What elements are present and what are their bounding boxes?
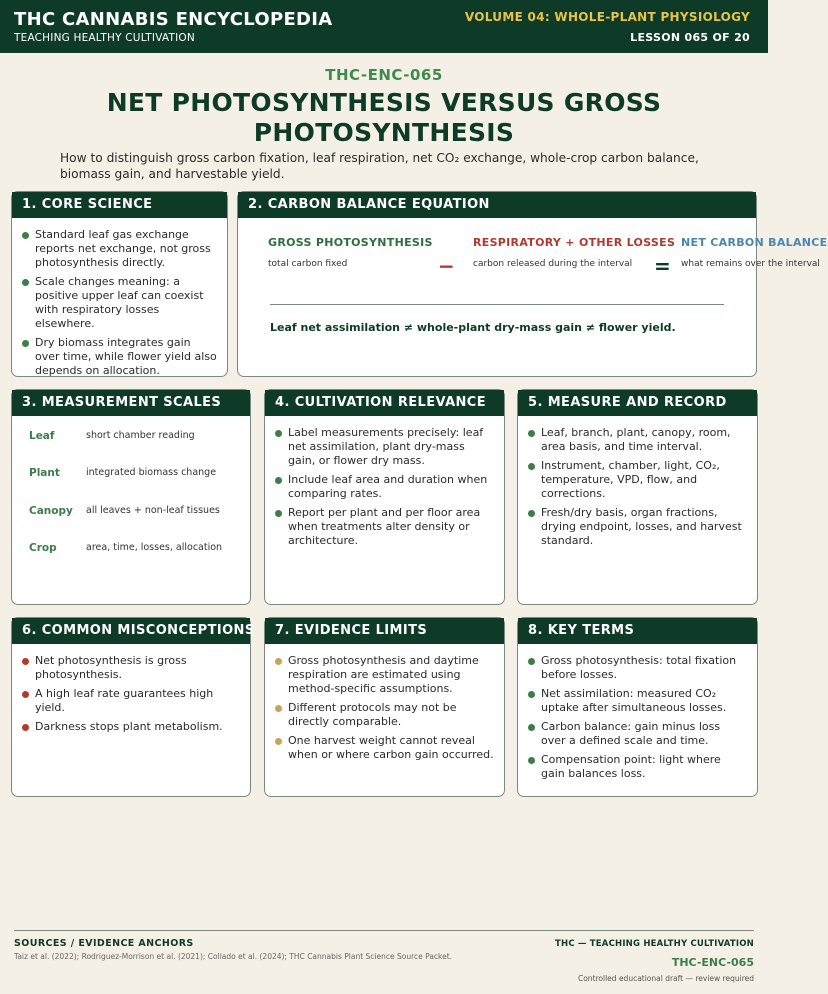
document-code: THC-ENC-065 [325,66,443,84]
list-item: One harvest weight cannot reveal when or where carbon gain occurred. [275,734,494,762]
equation-term-gross [268,236,433,269]
page-title: NET PHOTOSYNTHESIS VERSUS GROSS PHOTOSYNTHESIS [106,88,662,147]
bullet-dot-icon [275,430,282,437]
bullet-dot-icon [528,430,535,437]
bullet-dot-icon [275,705,282,712]
card-title: 3. MEASUREMENT SCALES [12,390,250,416]
card-measure-record [517,389,758,605]
card-title: 8. KEY TERMS [518,618,757,644]
equation-term-desc: what remains over the interval [681,259,820,269]
bullet-dot-icon [275,658,282,665]
misconceptions-list [22,654,240,734]
bullet-dot-icon [528,510,535,517]
list-item: A high leaf rate guarantees high yield. [22,687,240,715]
divider [270,304,724,305]
bullet-dot-icon [275,477,282,484]
bullet-dot-icon [22,658,29,665]
scale-name: Crop [29,542,57,554]
bullet-dot-icon [275,738,282,745]
equation-term-label: NET CARBON BALANCE [681,236,828,249]
card-title: 7. EVIDENCE LIMITS [265,618,504,644]
scales-table [12,416,250,596]
minus-operator: − [438,254,455,278]
list-item: Label measurements precisely: leaf net assimilation, plant dry-mass gain, or flower dry mass. [275,426,494,468]
card-title: 4. CULTIVATION RELEVANCE [265,390,504,416]
list-item: Gross photosynthesis: total fixation before losses. [528,654,747,682]
card-evidence-limits [264,617,505,797]
equation-term-label: RESPIRATORY + OTHER LOSSES [473,236,676,249]
card-key-terms [517,617,758,797]
list-item: Compensation point: light where gain balances loss. [528,753,747,781]
scale-name: Leaf [29,430,55,442]
list-item: Report per plant and per floor area when treatments alter density or architecture. [275,506,494,548]
measure-list [528,426,747,548]
list-item: Include leaf area and duration when comparing rates. [275,473,494,501]
list-item: Standard leaf gas exchange reports net exchange, not gross photosynthesis directly. [22,228,217,270]
bullet-dot-icon [275,510,282,517]
core-science-list [22,228,217,378]
equation-term-desc: carbon released during the interval [473,259,633,269]
limits-list [275,654,494,762]
list-item: Instrument, chamber, light, CO₂, temperature, VPD, flow, and corrections. [528,459,747,501]
scale-desc: short chamber reading [86,430,195,441]
equation-statement: Leaf net assimilation ≠ whole-plant dry-mass gain ≠ flower yield. [270,321,676,334]
footer-org: THC — TEACHING HEALTHY CULTIVATION [555,939,754,949]
card-title: 5. MEASURE AND RECORD [518,390,757,416]
card-title: 2. CARBON BALANCE EQUATION [238,192,756,218]
scale-desc: all leaves + non-leaf tissues [86,505,220,516]
sources-heading: SOURCES / EVIDENCE ANCHORS [14,938,194,949]
equation-term-losses [473,236,675,269]
bullet-dot-icon [22,279,29,286]
bullet-dot-icon [528,691,535,698]
scale-desc: area, time, losses, allocation [86,542,223,553]
equation-term-label: GROSS PHOTOSYNTHESIS [268,236,433,249]
list-item: Net photosynthesis is gross photosynthesis. [22,654,240,682]
bullet-dot-icon [22,232,29,239]
list-item: Gross photosynthesis and daytime respiration are estimated using method-specific assumptions. [275,654,494,696]
equation-body [238,218,828,368]
scale-name: Canopy [29,505,73,517]
card-misconceptions [11,617,255,797]
list-item: Different protocols may not be directly comparable. [275,701,494,729]
card-carbon-equation [237,191,828,377]
relevance-list [275,426,494,548]
card-title: 6. COMMON MISCONCEPTIONS [12,618,250,644]
list-item: Dry biomass integrates gain over time, while flower yield also depends on allocation. [22,336,217,378]
card-title: 1. CORE SCIENCE [12,192,227,218]
brand-title: THC CANNABIS ENCYCLOPEDIA [14,9,333,30]
bullet-dot-icon [22,691,29,698]
terms-list [528,654,747,781]
equation-term-desc: total carbon fixed [268,259,348,269]
footer-divider [14,930,754,931]
card-core-science [11,191,228,377]
list-item: Net assimilation: measured CO₂ uptake after simultaneous losses. [528,687,747,715]
card-cultivation-relevance [264,389,505,605]
equals-operator: = [654,254,671,278]
brand-tagline: TEACHING HEALTHY CULTIVATION [14,32,195,44]
footer-status: Controlled educational draft — review required [577,974,754,983]
bullet-dot-icon [528,658,535,665]
list-item: Carbon balance: gain minus loss over a defined scale and time. [528,720,747,748]
list-item: Leaf, branch, plant, canopy, room, area basis, and time interval. [528,426,747,454]
list-item: Fresh/dry basis, organ fractions, drying endpoint, losses, and harvest standard. [528,506,747,548]
bullet-dot-icon [22,724,29,731]
sources-text: Taiz et al. (2022); Rodriguez-Morrison et al. (2021); Collado et al. (2024); THC Cannabis Plant Science Source Packet. [14,952,453,961]
list-item: Darkness stops plant metabolism. [22,720,240,734]
equation-term-net [681,236,828,269]
top-banner [0,0,768,53]
page-subtitle: How to distinguish gross carbon fixation, leaf respiration, net CO₂ exchange, whole-crop carbon balance, biomass gain, and harvestable yield. [60,151,699,181]
volume-label: VOLUME 04: WHOLE-PLANT PHYSIOLOGY [464,10,750,24]
bullet-dot-icon [528,724,535,731]
card-measurement-scales [11,389,251,605]
list-item: Scale changes meaning: a positive upper leaf can coexist with respiratory losses elsewhere. [22,275,217,331]
bullet-dot-icon [528,463,535,470]
lesson-counter: LESSON 065 OF 20 [630,31,750,44]
footer-code: THC-ENC-065 [671,956,754,969]
bullet-dot-icon [22,340,29,347]
scale-desc: integrated biomass change [86,467,217,478]
scale-name: Plant [29,467,60,479]
bullet-dot-icon [528,757,535,764]
